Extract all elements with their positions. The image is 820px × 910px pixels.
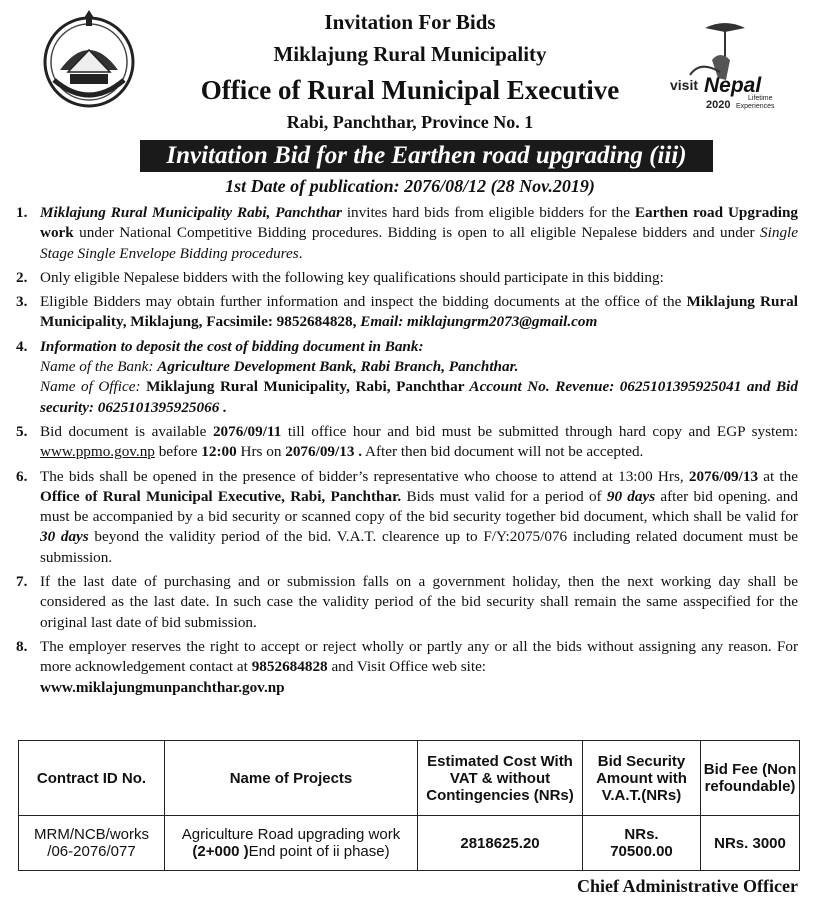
col-bid-security: Bid Security Amount with V.A.T.(NRs) (583, 741, 701, 816)
logo-nepal-text: Nepal (704, 74, 762, 97)
list-item (16, 637, 798, 698)
item-text: Hrs on (236, 443, 286, 461)
notice-banner: Invitation Bid for the Earthen road upgrading (iii) (140, 140, 713, 172)
office-value: Miklajung Rural Municipality, Rabi, Panchthar (146, 378, 465, 396)
item-text-bold: 2076/09/13 . (285, 443, 363, 461)
item-text: Eligible Bidders may obtain further information and inspect the bidding documents at the office of the (40, 293, 687, 311)
item-text: beyond the validity period of the bid. V.A.T. clearence up to F/Y:2075/076 including related document must be submission. (40, 528, 798, 566)
col-project-name: Name of Projects (165, 741, 418, 816)
office-account-line (40, 377, 798, 418)
item-text: Bids must valid for a period of (401, 487, 607, 505)
publication-date: 1st Date of publication: 2076/08/12 (28 Nov.2019) (225, 176, 595, 196)
logo-tagline-2: Experiences (736, 103, 775, 110)
bid-security-currency: NRs. (624, 826, 659, 843)
col-bid-fee: Bid Fee (Non refoundable) (701, 741, 800, 816)
project-line-2: End point of ii phase) (248, 843, 390, 860)
item-number: 6. (16, 467, 28, 485)
item-number: 1. (16, 204, 28, 221)
signatory-title: Chief Administrative Officer (577, 876, 798, 896)
bank-name-line (40, 357, 798, 377)
cell-project-name (165, 816, 418, 871)
item-number: 4. (16, 337, 28, 355)
office-name: Office of Rural Municipal Executive (200, 75, 620, 105)
account-numbers: Account No. Revenue: 0625101395925041 and Bid security: 0625101395925066 . (40, 378, 798, 416)
notice-items (16, 203, 798, 702)
item-text-bold: 12:00 (201, 443, 237, 461)
notice-header (0, 0, 820, 135)
list-item (16, 422, 798, 463)
col-contract-id: Contract ID No. (19, 741, 165, 816)
office-website-link[interactable]: www.miklajungmunpanchthar.gov.np (40, 678, 285, 696)
visit-nepal-2020-logo (670, 20, 785, 115)
item-number: 5. (16, 422, 28, 440)
municipality-name: Miklajung Rural Municipality (273, 42, 547, 66)
item-text-bold-italic: Information to deposit the cost of bidding document in Bank: (40, 337, 424, 355)
item-number: 3. (16, 293, 28, 311)
item-text: If the last date of purchasing and or submission falls on a government holiday, then the next working day shall be considered as the last date. In such case the validity period of the bid security shall remain the same asspecified for the original last date of bid submission. (40, 573, 798, 631)
item-text: After then bid document will not be accepted. (362, 443, 644, 461)
item-text-bold: Earthen road Upgrading work (40, 204, 799, 242)
list-item (16, 572, 798, 633)
item-text-bold-italic: 90 days (606, 487, 656, 505)
item-text: Bid document is available (40, 422, 213, 440)
item-number: 8. (16, 637, 28, 655)
list-item (16, 467, 798, 568)
item-text: under National Competitive Bidding procedures. Bidding is open to all eligible Nepalese bidders and under (73, 224, 761, 242)
bank-label: Name of the Bank: (40, 358, 158, 376)
item-text-bold-italic: Miklajung Rural Municipality Rabi, Panchthar (40, 204, 342, 221)
col-estimated-cost: Estimated Cost With VAT & without Contingencies (NRs) (418, 741, 583, 816)
item-text: The bids shall be opened in the presence of bidder’s representative who choose to attend at 13:00 Hrs, (40, 467, 689, 485)
cell-bid-security (583, 816, 701, 871)
office-label: Name of Office: (40, 378, 147, 396)
table-row (19, 816, 800, 871)
cell-estimated-cost: 2818625.20 (418, 816, 583, 871)
list-item (16, 337, 798, 418)
office-address: Rabi, Panchthar, Province No. 1 (286, 112, 534, 132)
bank-value: Agriculture Development Bank, Rabi Branch, Panchthar. (157, 358, 519, 376)
list-item (16, 268, 798, 288)
bid-security-amount: 70500.00 (610, 843, 673, 860)
item-text-bold: 2076/09/11 (212, 422, 282, 440)
item-text: at the (758, 467, 798, 485)
table-header-row (19, 741, 800, 816)
logo-tagline-1: Lifetime (748, 95, 773, 102)
item-number: 2. (16, 268, 28, 286)
item-text-bold: Miklajung Rural Municipality, Miklajung, Facsimile: 9852684828, (40, 293, 798, 331)
item-text-bold: Office of Rural Municipal Executive, Rabi, Panchthar. (40, 487, 402, 505)
item-text-italic: Single Stage Single Envelope Bidding procedures (40, 224, 798, 262)
logo-year-text: 2020 (706, 99, 731, 111)
item-text: The employer reserves the right to accept or reject wholly or partly any or all the bids without assigning any reason. For more acknowledgement contact at (40, 637, 798, 676)
item-text: invites hard bids from eligible bidders for the (341, 204, 635, 221)
item-text-bold: 2076/09/13 (688, 467, 759, 485)
cell-contract-id: MRM/NCB/works /06-2076/077 (19, 816, 165, 871)
project-chainage: (2+000 ) (192, 843, 249, 860)
ppmo-website-link[interactable]: www.ppmo.gov.np (40, 443, 155, 461)
list-item (16, 203, 798, 264)
item-text: Only eligible Nepalese bidders with the following key qualifications should participate in this bidding: (40, 268, 664, 286)
list-item (16, 292, 798, 333)
item-text: after bid opening. and must be accompanied by a bid security or scanned copy of the bid security together bid document, which shall be valid for (40, 487, 798, 526)
item-text: . (298, 244, 303, 262)
logo-visit-text: visit (670, 77, 699, 93)
item-text: before (154, 443, 202, 461)
item-number: 7. (16, 573, 28, 591)
item-text: till office hour and bid must be submitted through hard copy and EGP system: (281, 422, 799, 440)
project-line-1: Agriculture Road upgrading work (181, 826, 401, 843)
contact-phone: 9852684828 (251, 658, 328, 676)
item-email: Email: miklajungrm2073@gmail.com (360, 313, 598, 331)
item-text: and Visit Office web site: (327, 658, 487, 676)
notice-type: Invitation For Bids (324, 10, 496, 34)
item-text-bold-italic: 30 days (40, 528, 89, 546)
bid-details-table (18, 740, 800, 871)
cell-bid-fee: NRs. 3000 (701, 816, 800, 871)
